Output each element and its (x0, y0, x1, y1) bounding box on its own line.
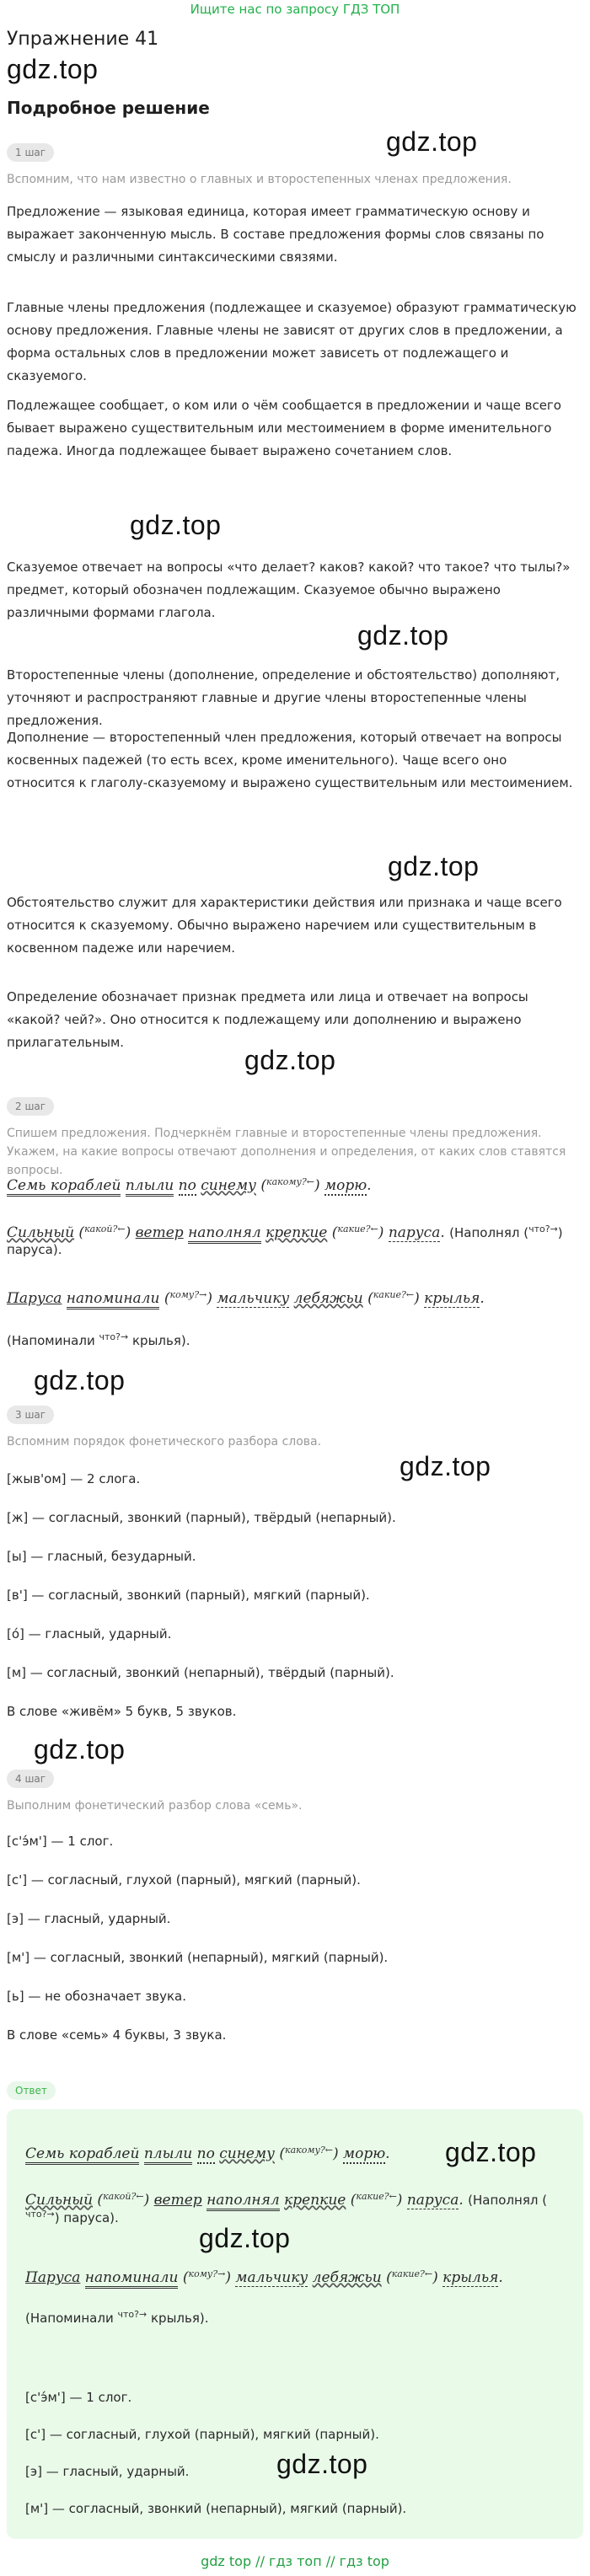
answer-sentence-3: Паруса напоминали (кому?→) мальчику лебяжьи (какие?←) крылья. (25, 2268, 578, 2286)
step-hint: Вспомним, что нам известно о главных и второстепенных членах предложения. (7, 173, 512, 186)
step-badge: 1 шаг (7, 143, 54, 162)
question-arrow: кому?→ (188, 2268, 226, 2279)
step-badge: 2 шаг (7, 1097, 54, 1116)
watermark: gdz.top (400, 1451, 491, 1481)
phonetic-line: [ж] — согласный, звонкий (парный), твёрдый (непарный). (7, 1510, 396, 1525)
note: (Напоминали что?→ крылья). (25, 2309, 209, 2326)
watermark: gdz.top (386, 126, 478, 157)
exercise-title: Упражнение 41 (7, 29, 159, 50)
phonetic-line: [ы] — гласный, безударный. (7, 1549, 196, 1564)
phonetic-summary: В слове «живём» 5 букв, 5 звуков. (7, 1704, 237, 1719)
paragraph: Дополнение — второстепенный член предложения, который отвечает на вопросы косвенных падежей (то есть всех, кроме именительного). Чаще всего оно относится к глаголу-сказуемому и выражено существительным или местоимением. (7, 730, 573, 790)
answer-sentence-1: Семь кораблей плыли по синему (какому?←) морю. (25, 2145, 578, 2162)
subject: Паруса (7, 1290, 62, 1307)
answer-sentence-3-note (25, 2309, 578, 2327)
object: крылья (442, 2269, 499, 2286)
predicate: напоминали (67, 1290, 160, 1309)
subject: Семь кораблей (25, 2145, 139, 2165)
sentence-3-note (7, 1331, 578, 1349)
adverbial: морю (342, 2145, 386, 2162)
step-hint: Спишем предложения. Подчеркнём главные и второстепенные члены предложения. Укажем, на какие вопросы отвечают дополнения и определения, от каких слов ставятся вопросы. (7, 1127, 566, 1177)
watermark: gdz.top (199, 2223, 291, 2253)
question-arrow: какой?← (103, 2191, 144, 2202)
subject: ветер (135, 1224, 184, 1241)
question-arrow: что?→ (99, 1331, 129, 1342)
footer-links[interactable]: gdz top // гдз топ // гдз top (201, 2553, 389, 2569)
attribute: синему (201, 1177, 256, 1194)
object: крылья (424, 1290, 480, 1307)
paragraph: Предложение — языковая единица, которая имеет грамматическую основу и выражает законченную мысль. В составе предложения формы слов связаны по смыслу и различными синтаксическими связями. (7, 204, 544, 265)
watermark: gdz.top (276, 2449, 368, 2479)
question-arrow: какому?← (266, 1176, 314, 1187)
attribute: крепкие (284, 2192, 346, 2209)
question-arrow: что?→ (528, 1224, 558, 1234)
phonetic-line: [о́] — гласный, ударный. (7, 1626, 172, 1641)
question-arrow: какие?← (373, 1289, 415, 1300)
answer-phonetic-line: [м'] — согласный, звонкий (непарный), мягкий (парный). (25, 2501, 407, 2516)
paragraph: Подлежащее сообщает, о ком или о чём сообщается в предложении и чаще всего бывает выражено существительным или местоимением в форме именительного падежа. Иногда подлежащее бывает выражено сочетанием слов. (7, 398, 561, 458)
predicate: плыли (126, 1177, 174, 1197)
phonetic-line: [с'] — согласный, глухой (парный), мягкий (парный). (7, 1872, 361, 1888)
object: паруса (388, 1224, 441, 1241)
question-arrow: какие?← (356, 2191, 397, 2202)
question-arrow: какому?← (285, 2145, 333, 2156)
predicate: наполнял (188, 1224, 261, 1244)
question-arrow: какие?← (391, 2268, 433, 2279)
answer-sentence-2: Сильный (какой?←) ветер наполнял крепкие (какие?←) паруса. (Наполнял (что?→) паруса). (25, 2191, 548, 2225)
watermark: gdz.top (34, 1734, 126, 1765)
paragraph: Сказуемое отвечает на вопросы «что делает? каков? какой? что такое? что тылы?» предмет, который обозначен подлежащим. Сказуемое обычно выражено различными формами глагола. (7, 560, 571, 620)
predicate: наполнял (206, 2192, 280, 2211)
predicate: плыли (144, 2145, 192, 2165)
question-arrow: кому?→ (169, 1289, 207, 1300)
step-hint: Вспомним порядок фонетического разбора слова. (7, 1435, 322, 1449)
watermark: gdz.top (445, 2137, 537, 2167)
phonetic-line: [ь] — не обозначает звука. (7, 1989, 186, 2004)
attribute: крепкие (266, 1224, 328, 1241)
question-arrow: что?→ (25, 2209, 55, 2220)
answer-badge: Ответ (7, 2081, 56, 2100)
note: (Напоминали что?→ крылья). (7, 1331, 190, 1348)
phonetic-line: [с'э́м'] — 1 слог. (7, 1834, 114, 1849)
sentence-1: Семь кораблей плыли по синему (какому?←) морю. (7, 1176, 578, 1194)
watermark: gdz.top (388, 851, 480, 881)
attribute: Сильный (25, 2192, 94, 2209)
step-badge: 3 шаг (7, 1406, 54, 1424)
subject: Семь кораблей (7, 1177, 121, 1197)
paragraph: Обстоятельство служит для характеристики действия или признака и чаще всего относится к сказуемому. Обычно выражено наречием или существительным в косвенном падеже или наречием. (7, 895, 562, 956)
note: (Наполнял (что?→) паруса). (25, 2193, 548, 2225)
question-arrow: какой?← (84, 1224, 126, 1234)
predicate: напоминали (85, 2269, 179, 2289)
question-arrow: какие?← (337, 1224, 378, 1234)
note: (Наполнял (что?→) паруса). (7, 1224, 563, 1257)
phonetic-summary: В слове «семь» 4 буквы, 3 звука. (7, 2027, 227, 2043)
step-hint: Выполним фонетический разбор слова «семь». (7, 1799, 303, 1813)
answer-phonetic-line: [с'э́м'] — 1 слог. (25, 2390, 132, 2405)
top-banner[interactable]: Ищите нас по запросу ГДЗ ТОП (190, 2, 400, 17)
adverbial: морю (324, 1177, 367, 1194)
attribute: лебяжьи (312, 2269, 382, 2286)
step-badge: 4 шаг (7, 1770, 54, 1788)
phonetic-line: [м] — согласный, звонкий (непарный), твёрдый (парный). (7, 1665, 394, 1680)
phonetic-line: [э] — гласный, ударный. (7, 1911, 171, 1926)
answer-phonetic-line: [э] — гласный, ударный. (25, 2464, 190, 2479)
answer-phonetic-line: [с'] — согласный, глухой (парный), мягкий (парный). (25, 2427, 379, 2442)
attribute: синему (219, 2145, 275, 2162)
word: по (178, 1177, 196, 1194)
paragraph: Определение обозначает признак предмета или лица и отвечает на вопросы «какой? чей?». Оно относится к подлежащему или дополнению и выражено прилагательным. (7, 989, 528, 1050)
object: мальчику (235, 2269, 308, 2286)
watermark: gdz.top (130, 510, 222, 540)
question-arrow: что?→ (117, 2309, 148, 2320)
watermark: gdz.top (7, 54, 99, 84)
watermark: gdz.top (244, 1045, 336, 1075)
paragraph: Второстепенные члены (дополнение, определение и обстоятельство) дополняют, уточняют и распространяют главные и другие члены второстепенные члены предложения. (7, 667, 560, 728)
attribute: Сильный (7, 1224, 75, 1241)
phonetic-line: [м'] — согласный, звонкий (непарный), мягкий (парный). (7, 1950, 389, 1965)
subject: Паруса (25, 2269, 81, 2286)
object: паруса (406, 2192, 459, 2209)
phonetic-line: [жыв'ом] — 2 слога. (7, 1471, 141, 1486)
watermark: gdz.top (34, 1365, 126, 1395)
phonetic-line: [в'] — согласный, звонкий (парный), мягкий (парный). (7, 1588, 370, 1603)
sentence-2: Сильный (какой?←) ветер наполнял крепкие (какие?←) паруса. (Наполнял (что?→) паруса). (7, 1224, 563, 1257)
object: мальчику (217, 1290, 290, 1307)
sentence-3: Паруса напоминали (кому?→) мальчику лебяжьи (какие?←) крылья. (7, 1289, 578, 1307)
solution-heading: Подробное решение (7, 98, 210, 118)
watermark: gdz.top (357, 620, 449, 651)
word: по (196, 2145, 215, 2162)
subject: ветер (153, 2192, 202, 2209)
attribute: лебяжьи (293, 1290, 363, 1307)
paragraph: Главные члены предложения (подлежащее и сказуемое) образуют грамматическую основу предложения. Главные члены не зависят от других слов в предложении, а форма остальных слов в предложении может зависеть от подлежащего и сказуемого. (7, 300, 577, 383)
